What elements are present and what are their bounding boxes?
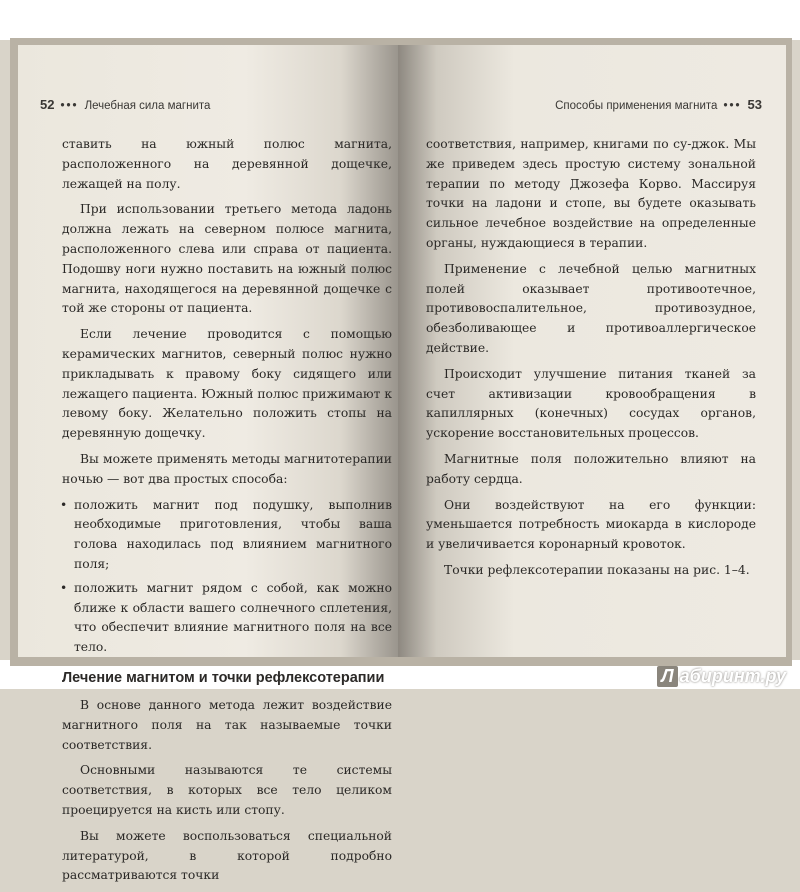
- scan-background-top: [0, 0, 800, 40]
- bullet-item: • положить магнит под подушку, выполнив необходимые приготовления, чтобы ваша голова находилась под влиянием магнитного поля;: [62, 496, 392, 575]
- right-running-title: Способы применения магнита: [555, 100, 718, 112]
- paragraph: Они воздействуют на его функции: уменьшается потребность миокарда в кислороде и увеличивается коронарный кровоток.: [426, 497, 756, 552]
- left-page-body: [62, 135, 392, 892]
- paragraph: Происходит улучшение питания тканей за счет активизации кровообращения в капиллярных (конечных) сосудах органов, ускорение восстановительных процессов.: [426, 366, 756, 441]
- watermark-badge: Л: [657, 666, 677, 687]
- paragraph: Вы можете применять методы магнитотерапии ночью — вот два простых способа:: [62, 451, 392, 486]
- left-running-header: [40, 97, 210, 112]
- paragraph: Точки рефлексотерапии показаны на рис. 1–4.: [444, 562, 750, 577]
- paragraph: При использовании третьего метода ладонь должна лежать на северном полюсе магнита, расположенного слева или справа от пациента. Подошву ноги нужно поставить на южный полюс магнита, находящегося на деревянной дощечке с той же стороны от пациента.: [62, 202, 392, 316]
- left-page-number: 52: [40, 97, 55, 112]
- left-page: [18, 45, 398, 883]
- paragraph: Основными называются те системы соответствия, в которых все тело целиком проецируется на кисть или стопу.: [62, 763, 392, 817]
- paragraph: Если лечение проводится с помощью керамических магнитов, северный полюс нужно прикладывать к правому боку сидящего или лежащего пациента. Южный полюс прижимают к левому боку. Желательно положить стопы на деревянную дощечку.: [62, 327, 393, 441]
- header-dots: •••: [60, 100, 79, 112]
- left-running-title: Лечебная сила магнита: [84, 100, 211, 112]
- paragraph: В основе данного метода лежит воздействие магнитного поля на так называемые точки соответствия.: [62, 697, 392, 752]
- paragraph: соответствия, например, книгами по су-джок. Мы же приведем здесь простую систему зональной терапии по методу Джозефа Корво. Массируя точки на ладони и стопе, вы будете оказывать сильное лечебное воздействие на определенные органы, нуждающиеся в терапии.: [426, 137, 756, 250]
- right-page: [398, 45, 786, 657]
- bullet-list: [62, 496, 392, 658]
- paragraph: Применение с лечебной целью магнитных полей оказывает противоотечное, противовоспалительное, противозудное, обезболивающее и противоаллергическое действие.: [426, 261, 756, 355]
- labirint-watermark: [657, 666, 786, 687]
- paragraph: Вы можете воспользоваться специальной литературой, в которой подробно рассматриваются точки: [62, 828, 392, 883]
- watermark-text: абиринт.ру: [679, 666, 786, 686]
- right-page-number: 53: [747, 97, 762, 112]
- section-heading: Лечение магнитом и точки рефлексотерапии: [62, 669, 385, 686]
- header-dots: •••: [723, 100, 742, 112]
- bullet-item: • положить магнит рядом с собой, как можно ближе к области вашего солнечного сплетения, что обеспечит влияние магнитного поля на все тело.: [62, 579, 392, 658]
- paragraph: ставить на южный полюс магнита, расположенного на деревянной дощечке, лежащей на полу.: [62, 137, 392, 191]
- right-page-body: [426, 135, 756, 587]
- paragraph: Магнитные поля положительно влияют на работу сердца.: [426, 451, 756, 486]
- right-running-header: [555, 97, 762, 112]
